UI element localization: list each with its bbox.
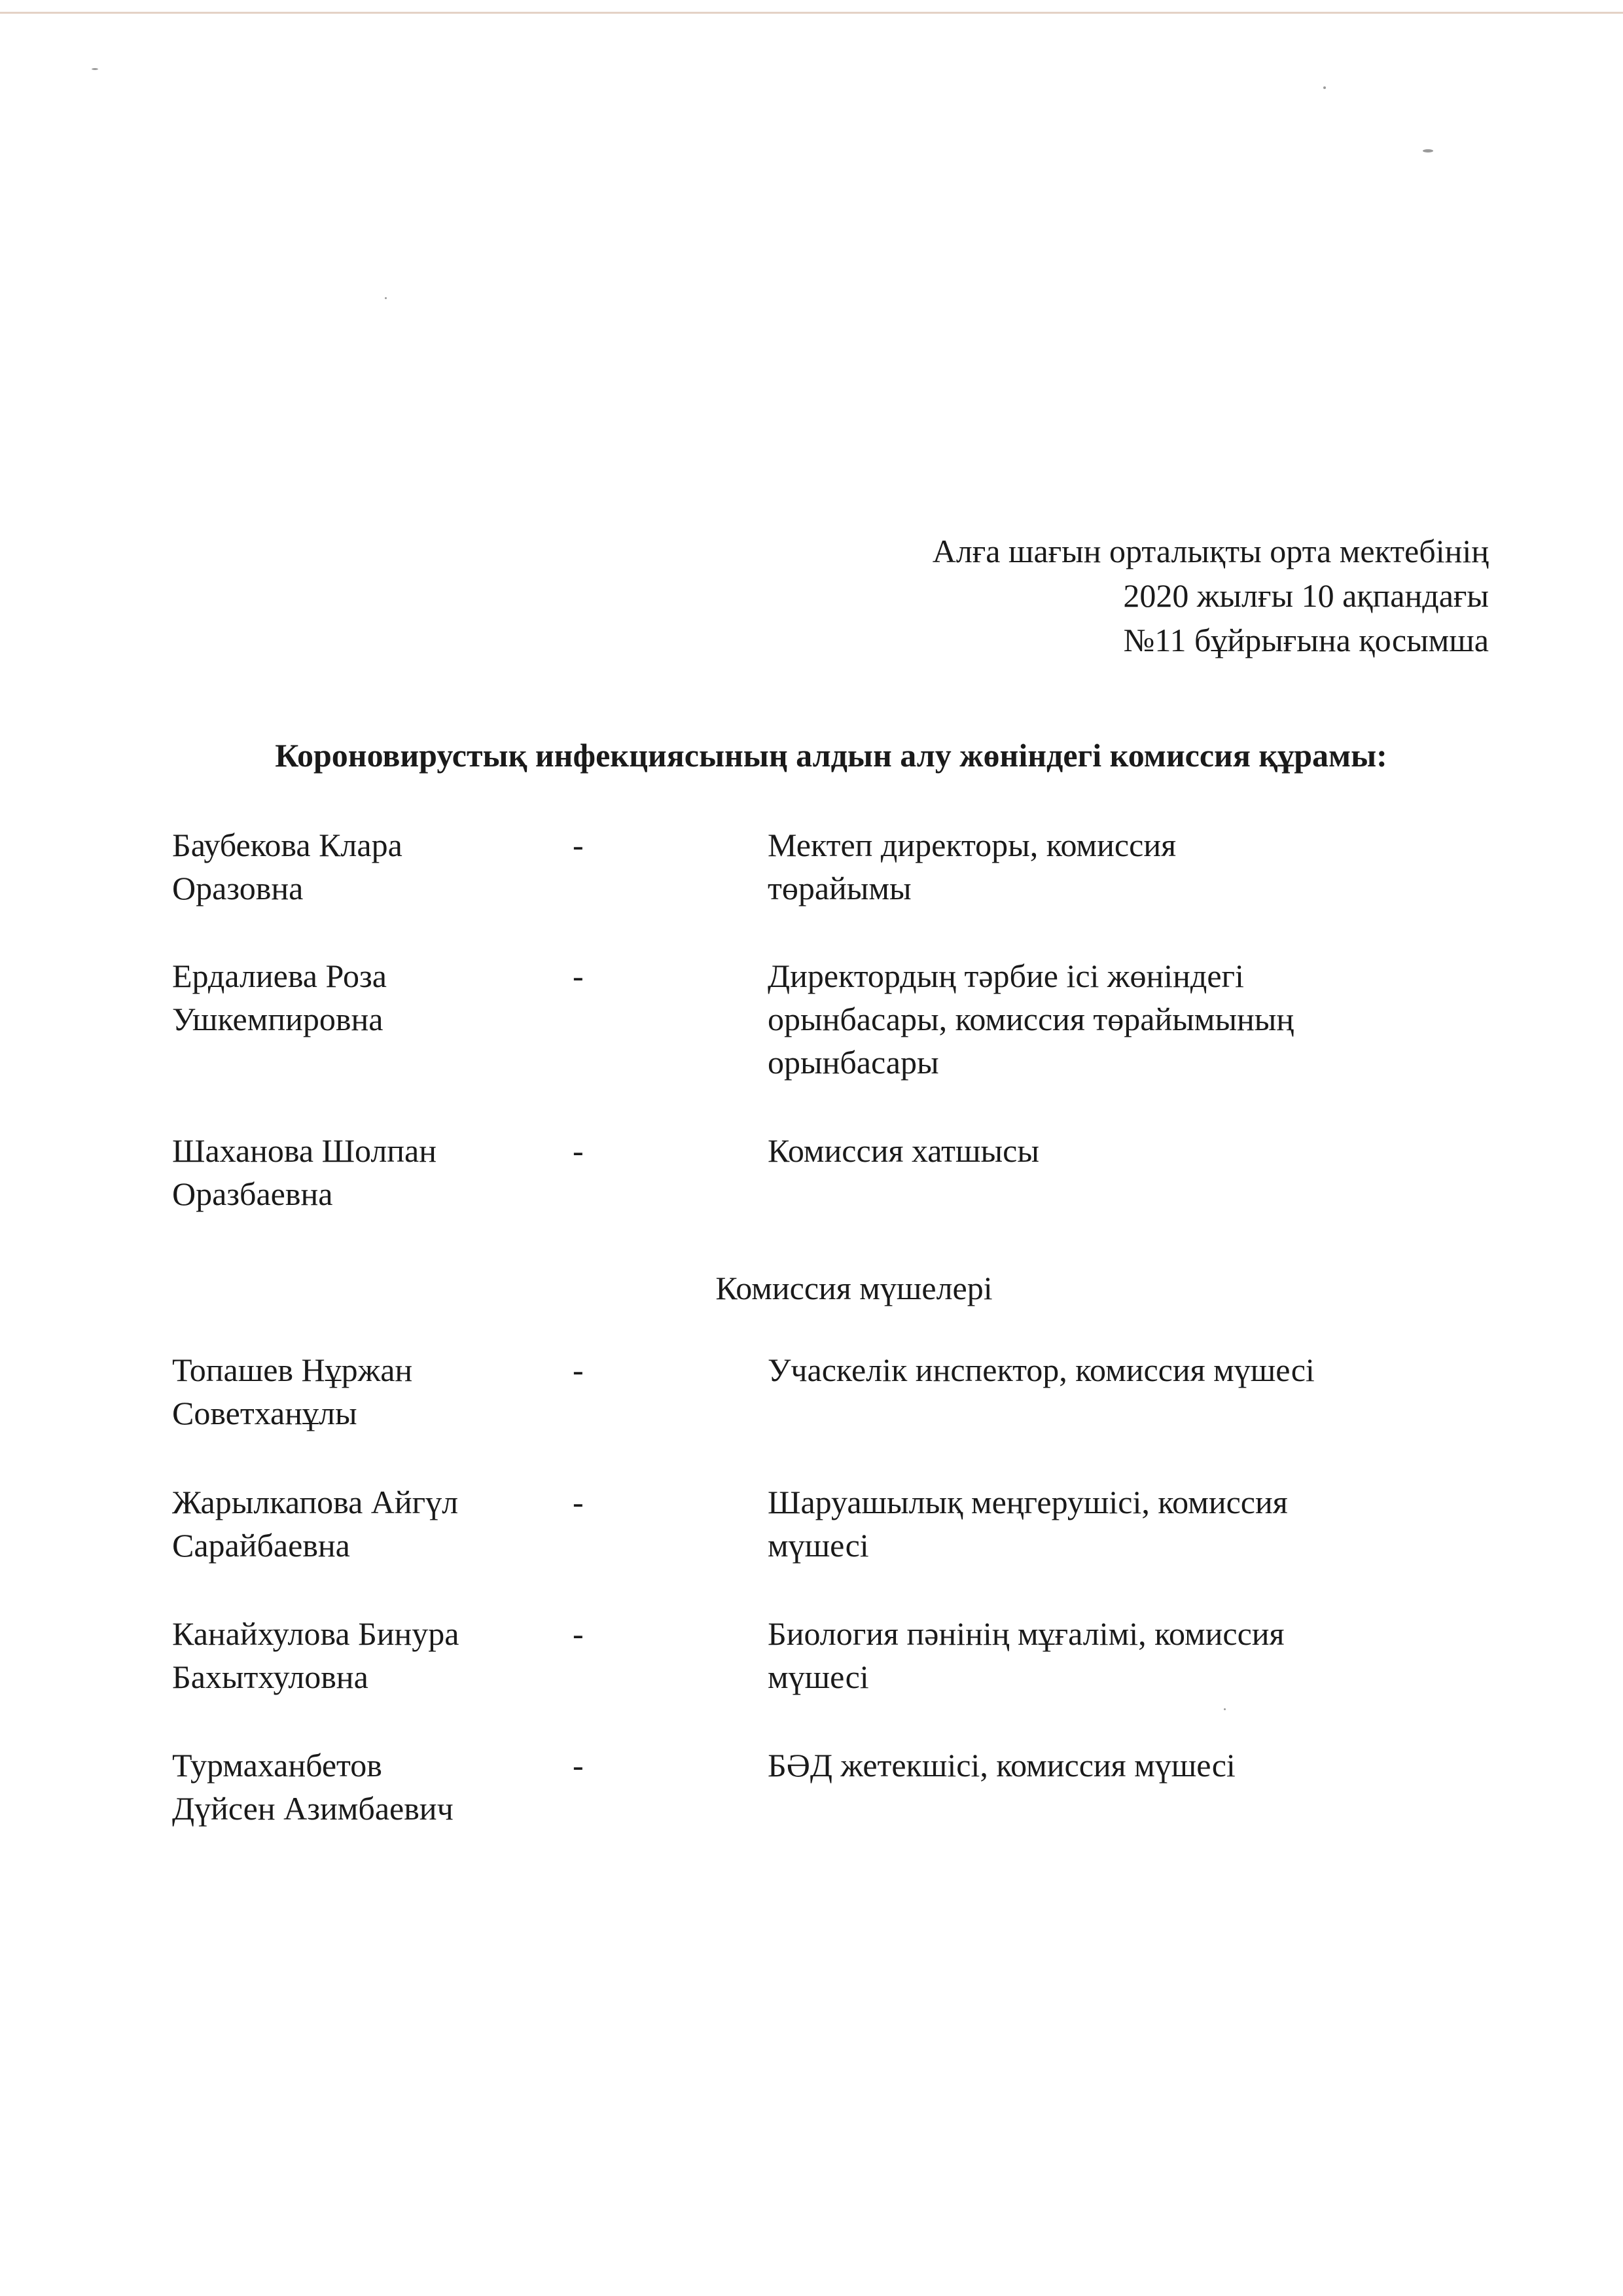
commission-row <box>172 1129 1481 1260</box>
commission-row <box>172 1480 1481 1611</box>
document-title: Короновирустық инфекциясының алдын алу жөніндегі комиссия құрамы: <box>275 737 1387 774</box>
scan-speck <box>1423 149 1433 152</box>
member-role: Учаскелік инспектор, комиссия мүшесі <box>768 1352 1315 1388</box>
commission-row <box>172 954 1481 1085</box>
member-role: Комиссия хатшысы <box>768 1132 1039 1169</box>
separator-dash: - <box>573 1747 584 1784</box>
header-line-date: 2020 жылғы 10 ақпандағы <box>1123 577 1489 614</box>
appendix-header <box>933 529 1489 662</box>
member-role: Мектеп директоры, комиссия төрайымы <box>768 827 1177 906</box>
separator-dash: - <box>573 1484 584 1520</box>
member-role: БӘД жетекшісі, комиссия мүшесі <box>768 1747 1236 1784</box>
commission-row <box>172 823 1481 954</box>
separator-dash: - <box>573 1615 584 1652</box>
member-name: Ердалиева Роза Ушкемпировна <box>172 958 387 1037</box>
header-line-school: Алға шағын орталықты орта мектебінің <box>932 533 1489 569</box>
member-name: Турмаханбетов Дүйсен Азимбаевич <box>172 1747 454 1827</box>
header-line-order: №11 бұйрығына қосымша <box>1123 622 1489 658</box>
member-name: Жарылкапова Айгүл Сарайбаевна <box>172 1484 459 1564</box>
separator-dash: - <box>573 1132 584 1169</box>
scan-top-edge <box>0 12 1623 14</box>
commission-row <box>172 1612 1481 1743</box>
member-role: Биология пәнінің мұғалімі, комиссия мүшесі <box>768 1615 1285 1695</box>
member-role: Директордың тәрбие ісі жөніндегі орынбасары, комиссия төрайымының орынбасары <box>768 958 1294 1081</box>
members-heading: Комиссия мүшелері <box>715 1270 993 1306</box>
scan-speck <box>385 297 387 299</box>
separator-dash: - <box>573 1352 584 1388</box>
scan-speck <box>92 68 98 70</box>
member-role: Шаруашылық меңгерушісі, комиссия мүшесі <box>768 1484 1288 1564</box>
member-name: Канайхулова Бинура Бахытхуловна <box>172 1615 459 1695</box>
separator-dash: - <box>573 827 584 863</box>
member-name: Шаханова Шолпан Оразбаевна <box>172 1132 437 1212</box>
member-name: Топашев Нұржан Советханұлы <box>172 1352 413 1431</box>
scan-speck <box>1323 86 1326 89</box>
commission-row <box>172 1744 1481 1874</box>
member-name: Баубекова Клара Оразовна <box>172 827 402 906</box>
commission-row <box>172 1348 1481 1479</box>
separator-dash: - <box>573 958 584 994</box>
